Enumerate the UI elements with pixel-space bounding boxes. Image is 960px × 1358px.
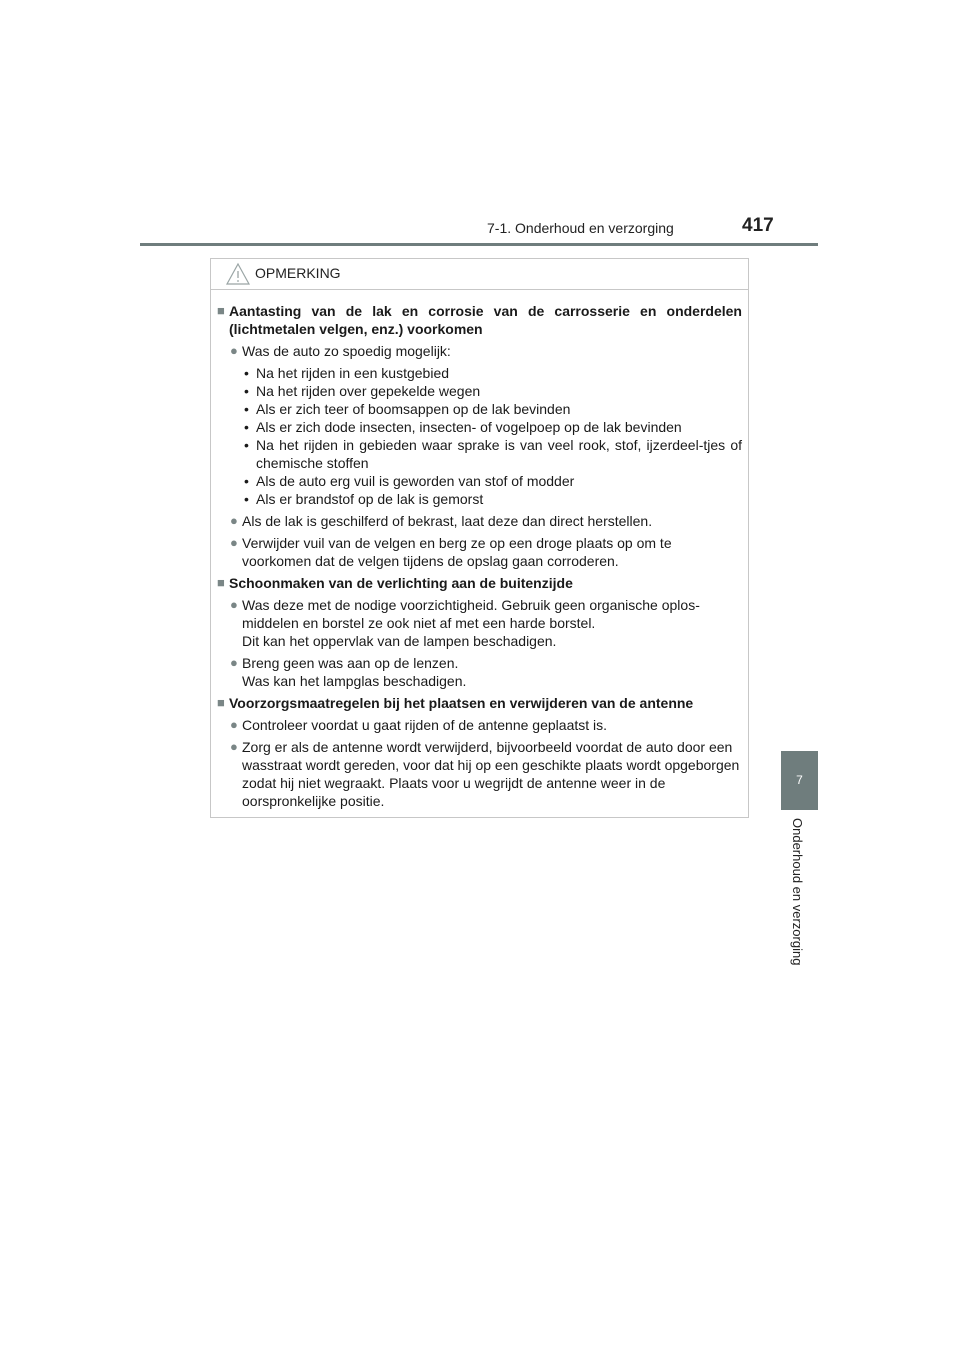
sub-list-item [217, 400, 742, 418]
item-content [242, 654, 742, 690]
circle-bullet-icon: ● [230, 513, 238, 528]
header-divider [140, 243, 818, 246]
bullet-icon: • [244, 419, 249, 435]
circle-bullet-icon: ● [230, 739, 238, 754]
square-bullet-icon: ■ [217, 303, 225, 318]
sub-item-text: Als er brandstof op de lak is gemorst [256, 491, 484, 507]
notice-title: OPMERKING [255, 265, 341, 281]
notice-box [210, 258, 749, 818]
list-item [217, 596, 742, 650]
list-item [217, 654, 742, 690]
notice-body [211, 290, 748, 810]
chapter-tab: 7 [781, 751, 818, 810]
sub-list-item [217, 364, 742, 382]
bullet-icon: • [244, 491, 249, 507]
bullet-icon: • [244, 401, 249, 417]
item-content [242, 716, 742, 734]
warning-triangle-icon [225, 262, 251, 286]
item-content [242, 738, 742, 810]
item-text: Was deze met de nodige voorzichtigheid. Gebruik geen organische oplos-middelen en borstel ze ook niet af met een harde borstel. Dit kan het oppervlak van de lampen beschadigen. [242, 597, 700, 649]
sub-item-text: Na het rijden in een kustgebied [256, 365, 450, 381]
list-item [217, 512, 742, 530]
item-content [242, 342, 742, 360]
section-heading [217, 694, 742, 712]
square-bullet-icon: ■ [217, 695, 225, 710]
circle-bullet-icon: ● [230, 597, 238, 612]
bullet-icon: • [244, 383, 249, 399]
section-title: Schoonmaken van de verlichting aan de buitenzijde [229, 575, 573, 591]
sub-list-item [217, 418, 742, 436]
item-text: Als de lak is geschilferd of bekrast, laat deze dan direct herstellen. [242, 513, 653, 529]
list-item [217, 342, 742, 360]
sub-item-text: Als er zich dode insecten, insecten- of vogelpoep op de lak bevinden [256, 419, 682, 435]
chapter-label: Onderhoud en verzorging [790, 818, 805, 966]
item-content [242, 534, 742, 570]
sub-item-text: Als er zich teer of boomsappen op de lak bevinden [256, 401, 571, 417]
bullet-icon: • [244, 437, 249, 453]
section-heading [217, 574, 742, 592]
sub-item-text: Na het rijden over gepekelde wegen [256, 383, 481, 399]
page-number: 417 [742, 215, 774, 236]
section-title: Voorzorgsmaatregelen bij het plaatsen en verwijderen van de antenne [229, 695, 694, 711]
square-bullet-icon: ■ [217, 575, 225, 590]
section-heading [217, 302, 742, 338]
item-content [242, 596, 742, 650]
item-text: Breng geen was aan op de lenzen. Was kan het lampglas beschadigen. [242, 655, 467, 689]
circle-bullet-icon: ● [230, 535, 238, 550]
sub-list-item [217, 382, 742, 400]
sub-item-text: Na het rijden in gebieden waar sprake is van veel rook, stof, ijzerdeel-tjes of chemische stoffen [256, 437, 742, 471]
section-title: Aantasting van de lak en corrosie van de carrosserie en onderdelen (lichtmetalen velgen, enz.) voorkomen [229, 303, 742, 337]
sub-list-item [217, 472, 742, 490]
circle-bullet-icon: ● [230, 343, 238, 358]
list-item [217, 738, 742, 810]
item-text: Was de auto zo spoedig mogelijk: [242, 343, 451, 359]
section-title: 7-1. Onderhoud en verzorging [487, 220, 674, 236]
sub-list [217, 364, 742, 508]
sub-item-text: Als de auto erg vuil is geworden van stof of modder [256, 473, 575, 489]
sub-list-item [217, 490, 742, 508]
sub-list-item [217, 436, 742, 472]
list-item [217, 716, 742, 734]
item-text: Verwijder vuil van de velgen en berg ze op een droge plaats op om te voorkomen dat de velgen tijdens de opslag gaan corroderen. [242, 535, 672, 569]
circle-bullet-icon: ● [230, 655, 238, 670]
circle-bullet-icon: ● [230, 717, 238, 732]
item-text: Zorg er als de antenne wordt verwijderd, bijvoorbeeld voordat de auto door een wasstraat wordt gereden, voor dat hij op een geschikte plaats wordt opgeborgen zodat hij niet wegraakt. Plaats voor u wegrijdt de antenne weer in de oorspronkelijke positie. [242, 739, 740, 809]
item-content [242, 512, 742, 530]
item-text: Controleer voordat u gaat rijden of de antenne geplaatst is. [242, 717, 608, 733]
bullet-icon: • [244, 473, 249, 489]
notice-header [211, 259, 748, 290]
bullet-icon: • [244, 365, 249, 381]
list-item [217, 534, 742, 570]
